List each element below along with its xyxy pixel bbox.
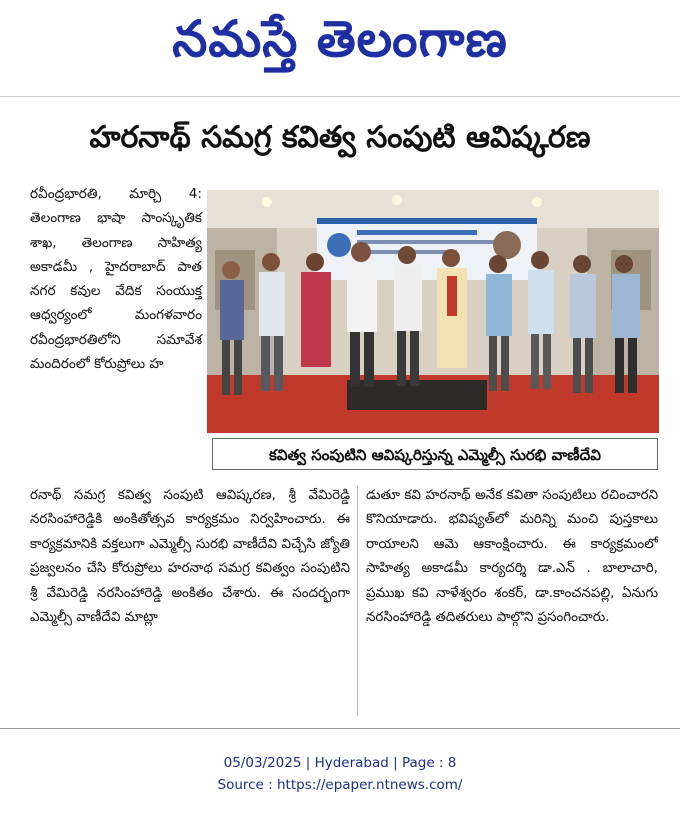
left-column-text: రవీంద్రభారతి, మార్చి 4: తెలంగాణ భాషా సాంస్కృతిక శాఖ, తెలంగాణ సాహిత్య అకాడమీ , హైదరాబాద్ పాత నగర కవుల వేదిక సంయుక్త ఆధ్వర్యంలో మంగళవారం రవీంద్రభారతిలోని సమావేశ మందిరంలో కోరుప్రోలు హ: [30, 186, 202, 373]
footer-divider: [0, 728, 680, 729]
article-bottom-right-column: [366, 484, 658, 630]
column-divider: [357, 486, 358, 716]
bottom-left-text: రనాథ్ సమగ్ర కవిత్వ సంపుటి ఆవిష్కరణ, శ్రీ వేమిరెడ్డి నరసింహారెడ్డికి అంకితోత్సవ కార్యక్రమం నిర్వహించారు. ఈ కార్యక్రమానికి వక్తలుగా ఎమ్మెల్సీ సురభి వాణీదేవి విచ్చేసి జ్యోతి ప్రజ్వలనం చేసి కోరుప్రోలు హరనాథ సమగ్ర కవిత్వం సంపుటిని శ్రీ వేమిరెడ్డి నరసింహారెడ్డి అంకితం చేశారు. ఈ సందర్భంగా ఎమ్మెల్సీ వాణీదేవి మాట్లా: [30, 488, 350, 626]
masthead-divider: [0, 96, 680, 97]
article-bottom-left-column: [30, 484, 350, 630]
event-photo-illustration: [207, 190, 659, 433]
footer: [0, 752, 680, 796]
article-headline: హరనాథ్ సమగ్ర కవిత్వ సంపుటి ఆవిష్కరణ: [89, 120, 591, 155]
masthead-title: నమస్తే తెలంగాణ: [172, 9, 508, 68]
article-left-column: [30, 182, 202, 376]
photo-caption: కవిత్వ సంపుటిని ఆవిష్కరిస్తున్న ఎమ్మెల్సీ సురభి వాణీదేవి: [212, 438, 658, 470]
footer-source-link[interactable]: Source : https://epaper.ntnews.com/: [217, 777, 463, 793]
masthead: [0, 0, 680, 82]
footer-edition-info: 05/03/2025 | Hyderabad | Page : 8: [223, 755, 457, 771]
bottom-right-text: డుతూ కవి హరనాథ్ అనేక కవితా సంపుటిలు రచించారని కొనియాడారు. భవిష్యత్‌లో మరిన్ని మంచి పుస్తకాలు రాయాలని ఆమె ఆకాంక్షించారు. ఈ కార్యక్రమంలో సాహిత్య అకాడమీ కార్యదర్శి డా.ఎన్ . బాలాచారి, ప్రముఖ కవి నాళేశ్వరం శంకర్, డా.కాంచనపల్లి, ఏనుగు నరసింహారెడ్డి తదితరులు పాల్గొని ప్రసంగించారు.: [366, 488, 658, 626]
event-photo: [207, 190, 659, 433]
